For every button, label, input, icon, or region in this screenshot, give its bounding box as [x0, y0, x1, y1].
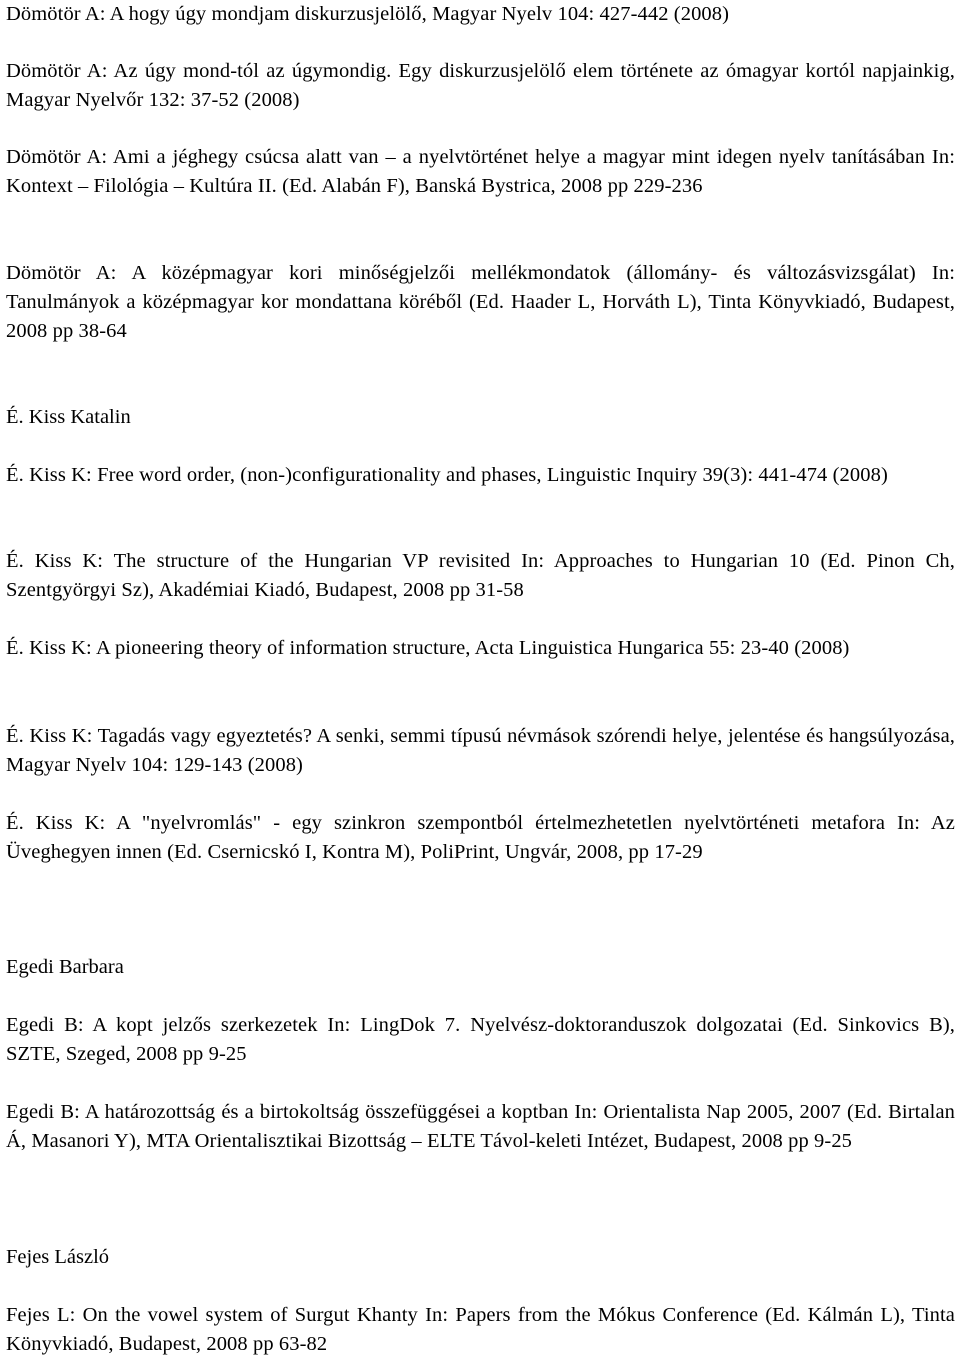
- bibliography-entry: Egedi B: A határozottság és a birtokoltság összefüggései a koptban In: Orientalista Nap 2005, 2007 (Ed. Birtalan Á, Masanori Y), MTA Orientalisztikai Bizottság – ELTE Távol-keleti Intézet, Budapest, 2008 pp 9-25: [6, 1101, 955, 1152]
- bibliography-entry: Dömötör A: A hogy úgy mondjam diskurzusjelölő, Magyar Nyelv 104: 427-442 (2008): [6, 3, 730, 25]
- bibliography-entry: Egedi B: A kopt jelzős szerkezetek In: LingDok 7. Nyelvész-doktoranduszok dolgozatai (Ed. Sinkovics B), SZTE, Szeged, 2008 pp 9-25: [6, 1014, 955, 1065]
- bibliography-entry: Dömötör A: A középmagyar kori minőségjelzői mellékmondatok (állomány- és változásvizsgálat) In: Tanulmányok a középmagyar kor mondattana köréből (Ed. Haader L, Horváth L), Tinta Könyvkiadó, Budapest, 2008 pp 38-64: [6, 262, 955, 342]
- bibliography-entry: É. Kiss K: A "nyelvromlás" - egy szinkron szempontból értelmezhetetlen nyelvtörténeti metafora In: Az Üveghegyen innen (Ed. Csernicskó I, Kontra M), PoliPrint, Ungvár, 2008, pp 17-29: [6, 812, 955, 863]
- bibliography-entry: Fejes L: On the vowel system of Surgut Khanty In: Papers from the Mókus Conference (Ed. Kálmán L), Tinta Könyvkiadó, Budapest, 2008 pp 63-82: [6, 1304, 955, 1355]
- author-heading: É. Kiss Katalin: [6, 406, 131, 428]
- bibliography-entry: É. Kiss K: Tagadás vagy egyeztetés? A senki, semmi típusú névmások szórendi helye, jelentése és hangsúlyozása, Magyar Nyelv 104: 129-143 (2008): [6, 725, 955, 776]
- author-heading: Fejes László: [6, 1246, 110, 1268]
- bibliography-entry: É. Kiss K: The structure of the Hungarian VP revisited In: Approaches to Hungarian 10 (Ed. Pinon Ch, Szentgyörgyi Sz), Akadémiai Kiadó, Budapest, 2008 pp 31-58: [6, 550, 955, 601]
- bibliography-entry: Dömötör A: Ami a jéghegy csúcsa alatt van – a nyelvtörténet helye a magyar mint idegen nyelv tanításában In: Kontext – Filológia – Kultúra II. (Ed. Alabán F), Banská Bystrica, 2008 pp 229-236: [6, 146, 955, 197]
- bibliography-entry: Dömötör A: Az úgy mond-tól az úgymondig. Egy diskurzusjelölő elem története az ómagyar kortól napjainkig, Magyar Nyelvőr 132: 37-52 (2008): [6, 60, 955, 111]
- bibliography-entry: É. Kiss K: A pioneering theory of information structure, Acta Linguistica Hungarica 55: 23-40 (2008): [6, 637, 850, 659]
- author-heading: Egedi Barbara: [6, 956, 124, 978]
- bibliography-entry: É. Kiss K: Free word order, (non-)configurationality and phases, Linguistic Inquiry 39(3): 441-474 (2008): [6, 464, 888, 486]
